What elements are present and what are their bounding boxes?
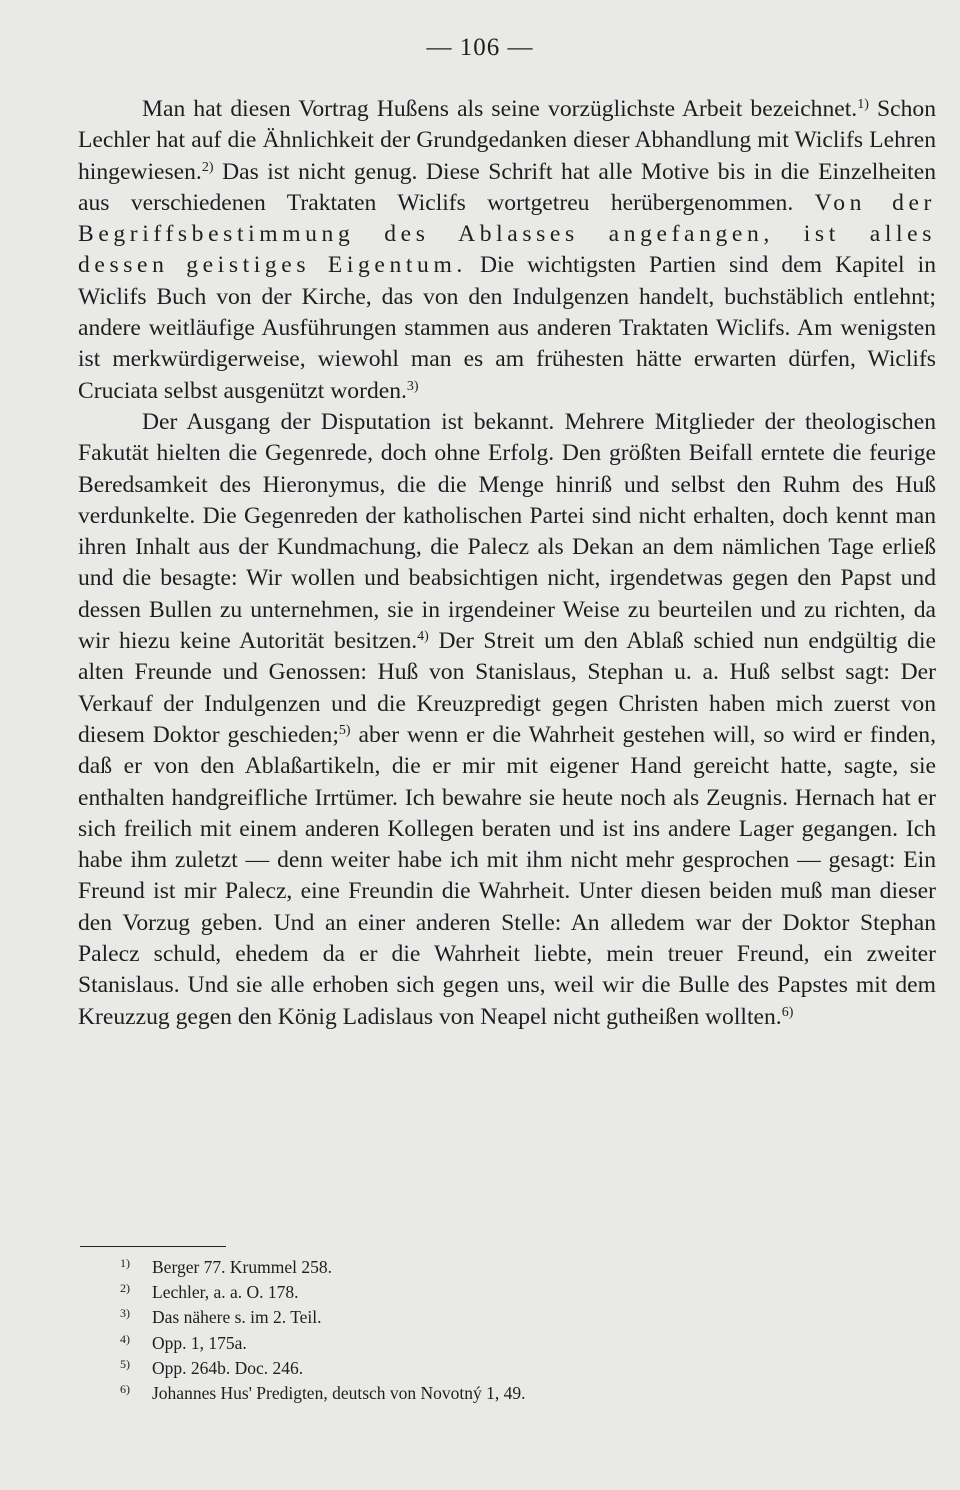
paragraph-text: Die wichtigsten Partien sind dem Kapitel in Wiclifs Buch von der Kirche, das von den Indulgenzen handelt, buchstäblich entlehnt; andere weitläufige Ausführungen stammen aus anderen Traktaten Wiclifs. Am wenigsten ist merkwürdigerweise, wiewohl man es am frühesten hätte erwarten dürfen, Wiclifs Cruciata selbst ausgenützt worden. — [78, 252, 937, 404]
footnote-text: Johannes Hus' Predigten, deutsch von Novotný 1, 49. — [152, 1383, 526, 1404]
footnote-number: 5) — [120, 1356, 130, 1371]
footnote-divider — [80, 1246, 226, 1247]
footnotes — [120, 1255, 820, 1406]
footnote-item — [120, 1331, 820, 1356]
footnote-ref: 1) — [857, 97, 869, 112]
footnote-number: 1) — [120, 1256, 130, 1270]
footnote-ref: 4) — [417, 629, 429, 645]
footnote-number: 4) — [120, 1331, 130, 1346]
paragraph-text: Das ist nicht genug. Diese Schrift hat alle Motive bis in die Einzelheiten aus verschiedenen Traktaten Wiclifs wortgetreu herübergenommen. — [78, 158, 936, 216]
footnote-ref: 6) — [781, 1004, 794, 1020]
footnote-text: Berger 77. Krummel 258. — [152, 1257, 332, 1277]
footnote-ref: 2) — [201, 159, 214, 175]
footnote-ref: 5) — [338, 722, 351, 738]
footnote-number: 2) — [120, 1281, 130, 1296]
main-text — [78, 94, 936, 1033]
page-number: — 106 — — [426, 34, 534, 61]
footnote-item — [120, 1305, 820, 1330]
footnote-item — [120, 1280, 820, 1305]
paragraph-1 — [78, 94, 936, 407]
footnote-item — [120, 1356, 820, 1381]
emphasized-text: Von der Begriffsbestimmung des Ablasses angefangen, ist alles dessen geistiges Eigentum. — [78, 189, 936, 279]
footnote-ref: 3) — [406, 378, 419, 394]
footnote-item — [120, 1255, 820, 1280]
footnote-item — [120, 1381, 820, 1406]
footnote-text: Opp. 264b. Doc. 246. — [152, 1357, 304, 1378]
paragraph-text: Der Streit um den Ablaß schied nun endgültig die alten Freunde und Genossen: Huß von Stanislaus, Stephan u. a. Huß selbst sagt: Der Verkauf der Indulgenzen und die Kreuzpredigt gegen Christen haben mich zuerst von diesem Doktor geschieden; — [78, 628, 936, 748]
footnote-number: 6) — [120, 1382, 130, 1397]
paragraph-text: aber wenn er die Wahrheit gestehen will, so wird er finden, daß er von den Ablaßartikeln, die er mir mit eigener Hand gereicht hatte, sagte, sie enthalten handgreifliche Irrtümer. Ich bewahre sie heute noch als Zeugnis. Hernach hat er sich freilich mit einem anderen Kollegen beraten und ist ins andere Lager gegangen. Ich habe ihm zuletzt — denn weiter habe ich mit ihm nicht mehr gesprochen — gesagt: Ein Freund ist mir Palecz, eine Freundin die Wahrheit. Unter diesen beiden muß man dieser den Vorzug geben. Und an einer anderen Stelle: An alledem war der Doktor Stephan Palecz schuld, ehedem da er die Wahrheit liebte, mein treuer Freund, ein zweiter Stanislaus. Und sie alle erhoben sich gegen uns, weil wir die Bulle des Papstes mit dem Kreuzzug gegen den König Ladislaus von Neapel nicht gutheißen wollten. — [78, 721, 936, 1030]
footnote-text: Opp. 1, 175a. — [152, 1332, 247, 1353]
footnote-number: 3) — [120, 1306, 130, 1321]
paragraph-text: Schon Lechler hat auf die Ähnlichkeit der Grundgedanken dieser Abhandlung mit Wiclifs Lehren hingewiesen. — [78, 96, 936, 185]
footnote-text: Lechler, a. a. O. 178. — [152, 1282, 299, 1303]
paragraph-2 — [78, 407, 936, 1033]
paragraph-text: Man hat diesen Vortrag Hußens als seine vorzüglichste Arbeit bezeichnet. — [142, 96, 858, 122]
footnote-text: Das nähere s. im 2. Teil. — [152, 1307, 322, 1328]
paragraph-text: Der Ausgang der Disputation ist bekannt. Mehrere Mitglieder der theologischen Fakutät hielten die Gegenrede, doch ohne Erfolg. Den größten Beifall erntete die feurige Beredsamkeit des Hieronymus, die die Menge hinriß und selbst den Ruhm des Huß verdunkelte. Die Gegenreden der katholischen Partei sind nicht erhalten, doch kennt man ihren Inhalt aus der Kundmachung, die Palecz als Dekan an dem nämlichen Tage erließ und die besagte: Wir wollen und beabsichtigen nicht, irgendetwas gegen den Papst und dessen Bullen zu unternehmen, sie in irgendeiner Weise zu beurteilen und zu richten, da wir hiezu keine Autorität besitzen. — [78, 408, 936, 655]
